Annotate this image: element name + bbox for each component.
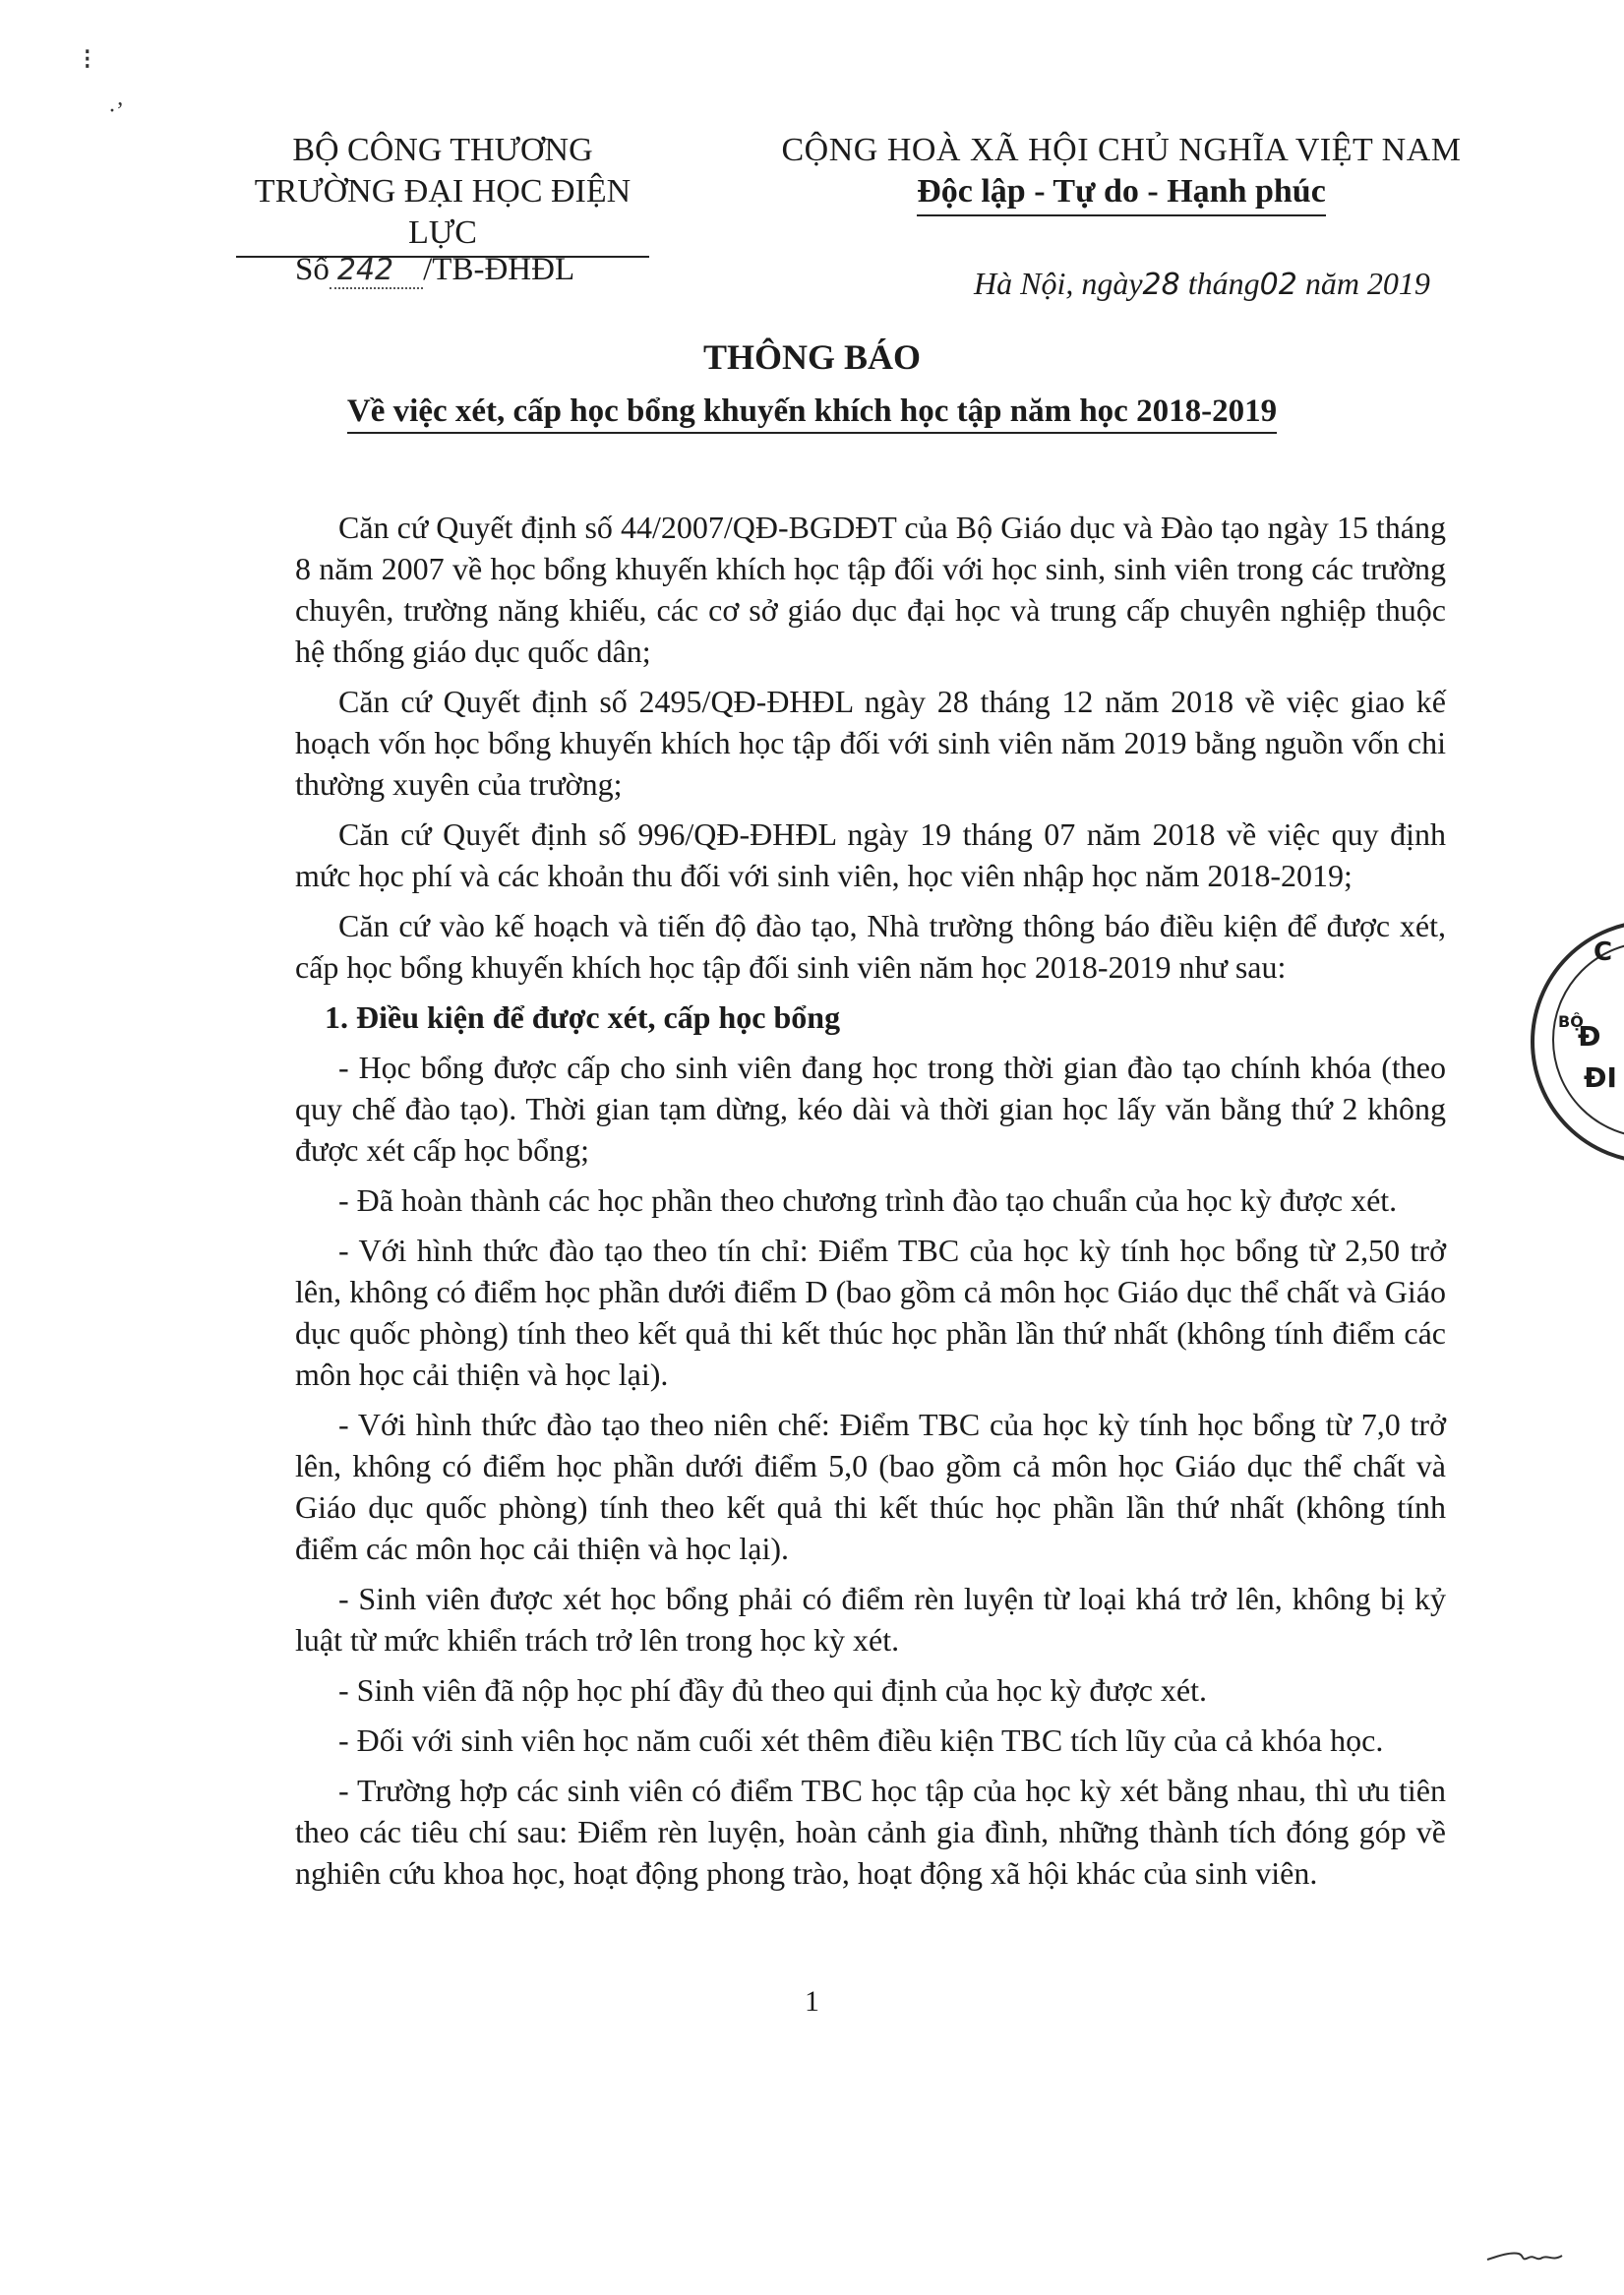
national-motto: Độc lập - Tự do - Hạnh phúc bbox=[917, 171, 1326, 216]
ministry-name: BỘ CÔNG THƯƠNG bbox=[292, 132, 593, 168]
document-title: THÔNG BÁO bbox=[702, 337, 922, 377]
handwritten-initials bbox=[1485, 2238, 1564, 2267]
date-month-label: tháng bbox=[1187, 266, 1260, 301]
paragraph-basis-1: Căn cứ Quyết định số 44/2007/QĐ-BGDĐT của Bộ Giáo dục và Đào tạo ngày 15 tháng 8 năm 2007 về học bổng khuyến khích học tập đối với học sinh, sinh viên trong các trường chuyên, trường năng khiếu, các cơ sở giáo dục đại học và trung cấp chuyên nghiệp thuộc hệ thống giáo dục quốc dân; bbox=[295, 510, 1446, 669]
issue-date bbox=[974, 266, 1430, 302]
document-number bbox=[295, 252, 574, 288]
seal-text-top: C bbox=[1594, 937, 1613, 967]
condition-item-1: - Học bổng được cấp cho sinh viên đang học trong thời gian đào tạo chính khóa (theo quy chế đào tạo). Thời gian tạm dừng, kéo dài và thời gian học lấy văn bằng thứ 2 không được xét cấp học bổng; bbox=[295, 1050, 1446, 1168]
date-month: 02 bbox=[1259, 268, 1297, 302]
seal-text-mid2: ĐI bbox=[1584, 1061, 1617, 1094]
official-seal bbox=[1531, 920, 1624, 1164]
number-prefix: Số bbox=[295, 252, 330, 287]
condition-item-5: - Sinh viên được xét học bổng phải có điểm rèn luyện từ loại khá trở lên, không bị kỷ luật từ mức khiển trách trở lên trong học kỳ xét. bbox=[295, 1581, 1446, 1658]
section-heading-1: 1. Điều kiện để được xét, cấp học bổng bbox=[325, 999, 841, 1035]
document-subtitle-wrap bbox=[0, 393, 1624, 430]
school-name: TRƯỜNG ĐẠI HỌC ĐIỆN LỰC bbox=[236, 171, 649, 258]
condition-item-6: - Sinh viên đã nộp học phí đầy đủ theo qui định của học kỳ được xét. bbox=[338, 1672, 1207, 1708]
national-header bbox=[748, 130, 1495, 216]
document-subtitle: Về việc xét, cấp học bổng khuyến khích học tập năm học 2018-2019 bbox=[347, 393, 1277, 434]
paragraph-basis-2: Căn cứ Quyết định số 2495/QĐ-ĐHĐL ngày 28 tháng 12 năm 2018 về việc giao kế hoạch vốn học bổng khuyến khích học tập đối với sinh viên năm 2019 bằng nguồn vốn chi thường xuyên của trường; bbox=[295, 684, 1446, 802]
number-suffix: /TB-ĐHĐL bbox=[423, 252, 575, 287]
date-year: năm 2019 bbox=[1304, 266, 1430, 301]
issuer-header bbox=[236, 130, 649, 258]
country-name: CỘNG HOÀ XÃ HỘI CHỦ NGHĨA VIỆT NAM bbox=[781, 132, 1462, 168]
condition-item-7: - Đối với sinh viên học năm cuối xét thêm điều kiện TBC tích lũy của cả khóa học. bbox=[338, 1722, 1384, 1758]
date-place: Hà Nội, ngày bbox=[974, 266, 1143, 301]
seal-text-side: BỘ bbox=[1558, 1012, 1584, 1031]
scan-mark: ⁝ bbox=[83, 43, 92, 76]
number-handwritten: 242 bbox=[330, 253, 423, 289]
condition-item-2: - Đã hoàn thành các học phần theo chương trình đào tạo chuẩn của học kỳ được xét. bbox=[338, 1182, 1398, 1218]
paragraph-basis-3: Căn cứ Quyết định số 996/QĐ-ĐHĐL ngày 19 tháng 07 năm 2018 về việc quy định mức học phí và các khoản thu đối với sinh viên, học viên nhập học năm 2018-2019; bbox=[295, 816, 1446, 893]
condition-item-4: - Với hình thức đào tạo theo niên chế: Điểm TBC của học kỳ tính học bổng từ 7,0 trở lên, không có điểm học phần dưới điểm 5,0 (bao gồm cả môn học Giáo dục thể chất và Giáo dục quốc phòng) tính theo kết quả thi kết thúc học phần lần thứ nhất (không tính điểm các môn học cải thiện và học lại). bbox=[295, 1407, 1446, 1566]
paragraph-basis-4: Căn cứ vào kế hoạch và tiến độ đào tạo, Nhà trường thông báo điều kiện để được xét, cấp học bổng khuyến khích học tập đối sinh viên năm học 2018-2019 như sau: bbox=[295, 908, 1446, 985]
seal-text-mid1: Đ bbox=[1578, 1020, 1601, 1053]
condition-item-8: - Trường hợp các sinh viên có điểm TBC học tập của học kỳ xét bằng nhau, thì ưu tiên theo các tiêu chí sau: Điểm rèn luyện, hoàn cảnh gia đình, những thành tích đóng góp về nghiên cứu khoa học, hoạt động phong trào, hoạt động xã hội khác của sinh viên. bbox=[295, 1773, 1446, 1891]
date-day: 28 bbox=[1142, 268, 1180, 302]
scan-mark-2: ·ʼ bbox=[108, 98, 124, 124]
condition-item-3: - Với hình thức đào tạo theo tín chỉ: Điểm TBC của học kỳ tính học bổng từ 2,50 trở lên, không có điểm học phần dưới điểm D (bao gồm cả môn học Giáo dục thể chất và Giáo dục quốc phòng) tính theo kết quả thi kết thúc học phần lần thứ nhất (không tính điểm các môn học cải thiện và học lại). bbox=[295, 1233, 1446, 1392]
document-body bbox=[295, 507, 1446, 1902]
page-number: 1 bbox=[805, 1985, 819, 2018]
